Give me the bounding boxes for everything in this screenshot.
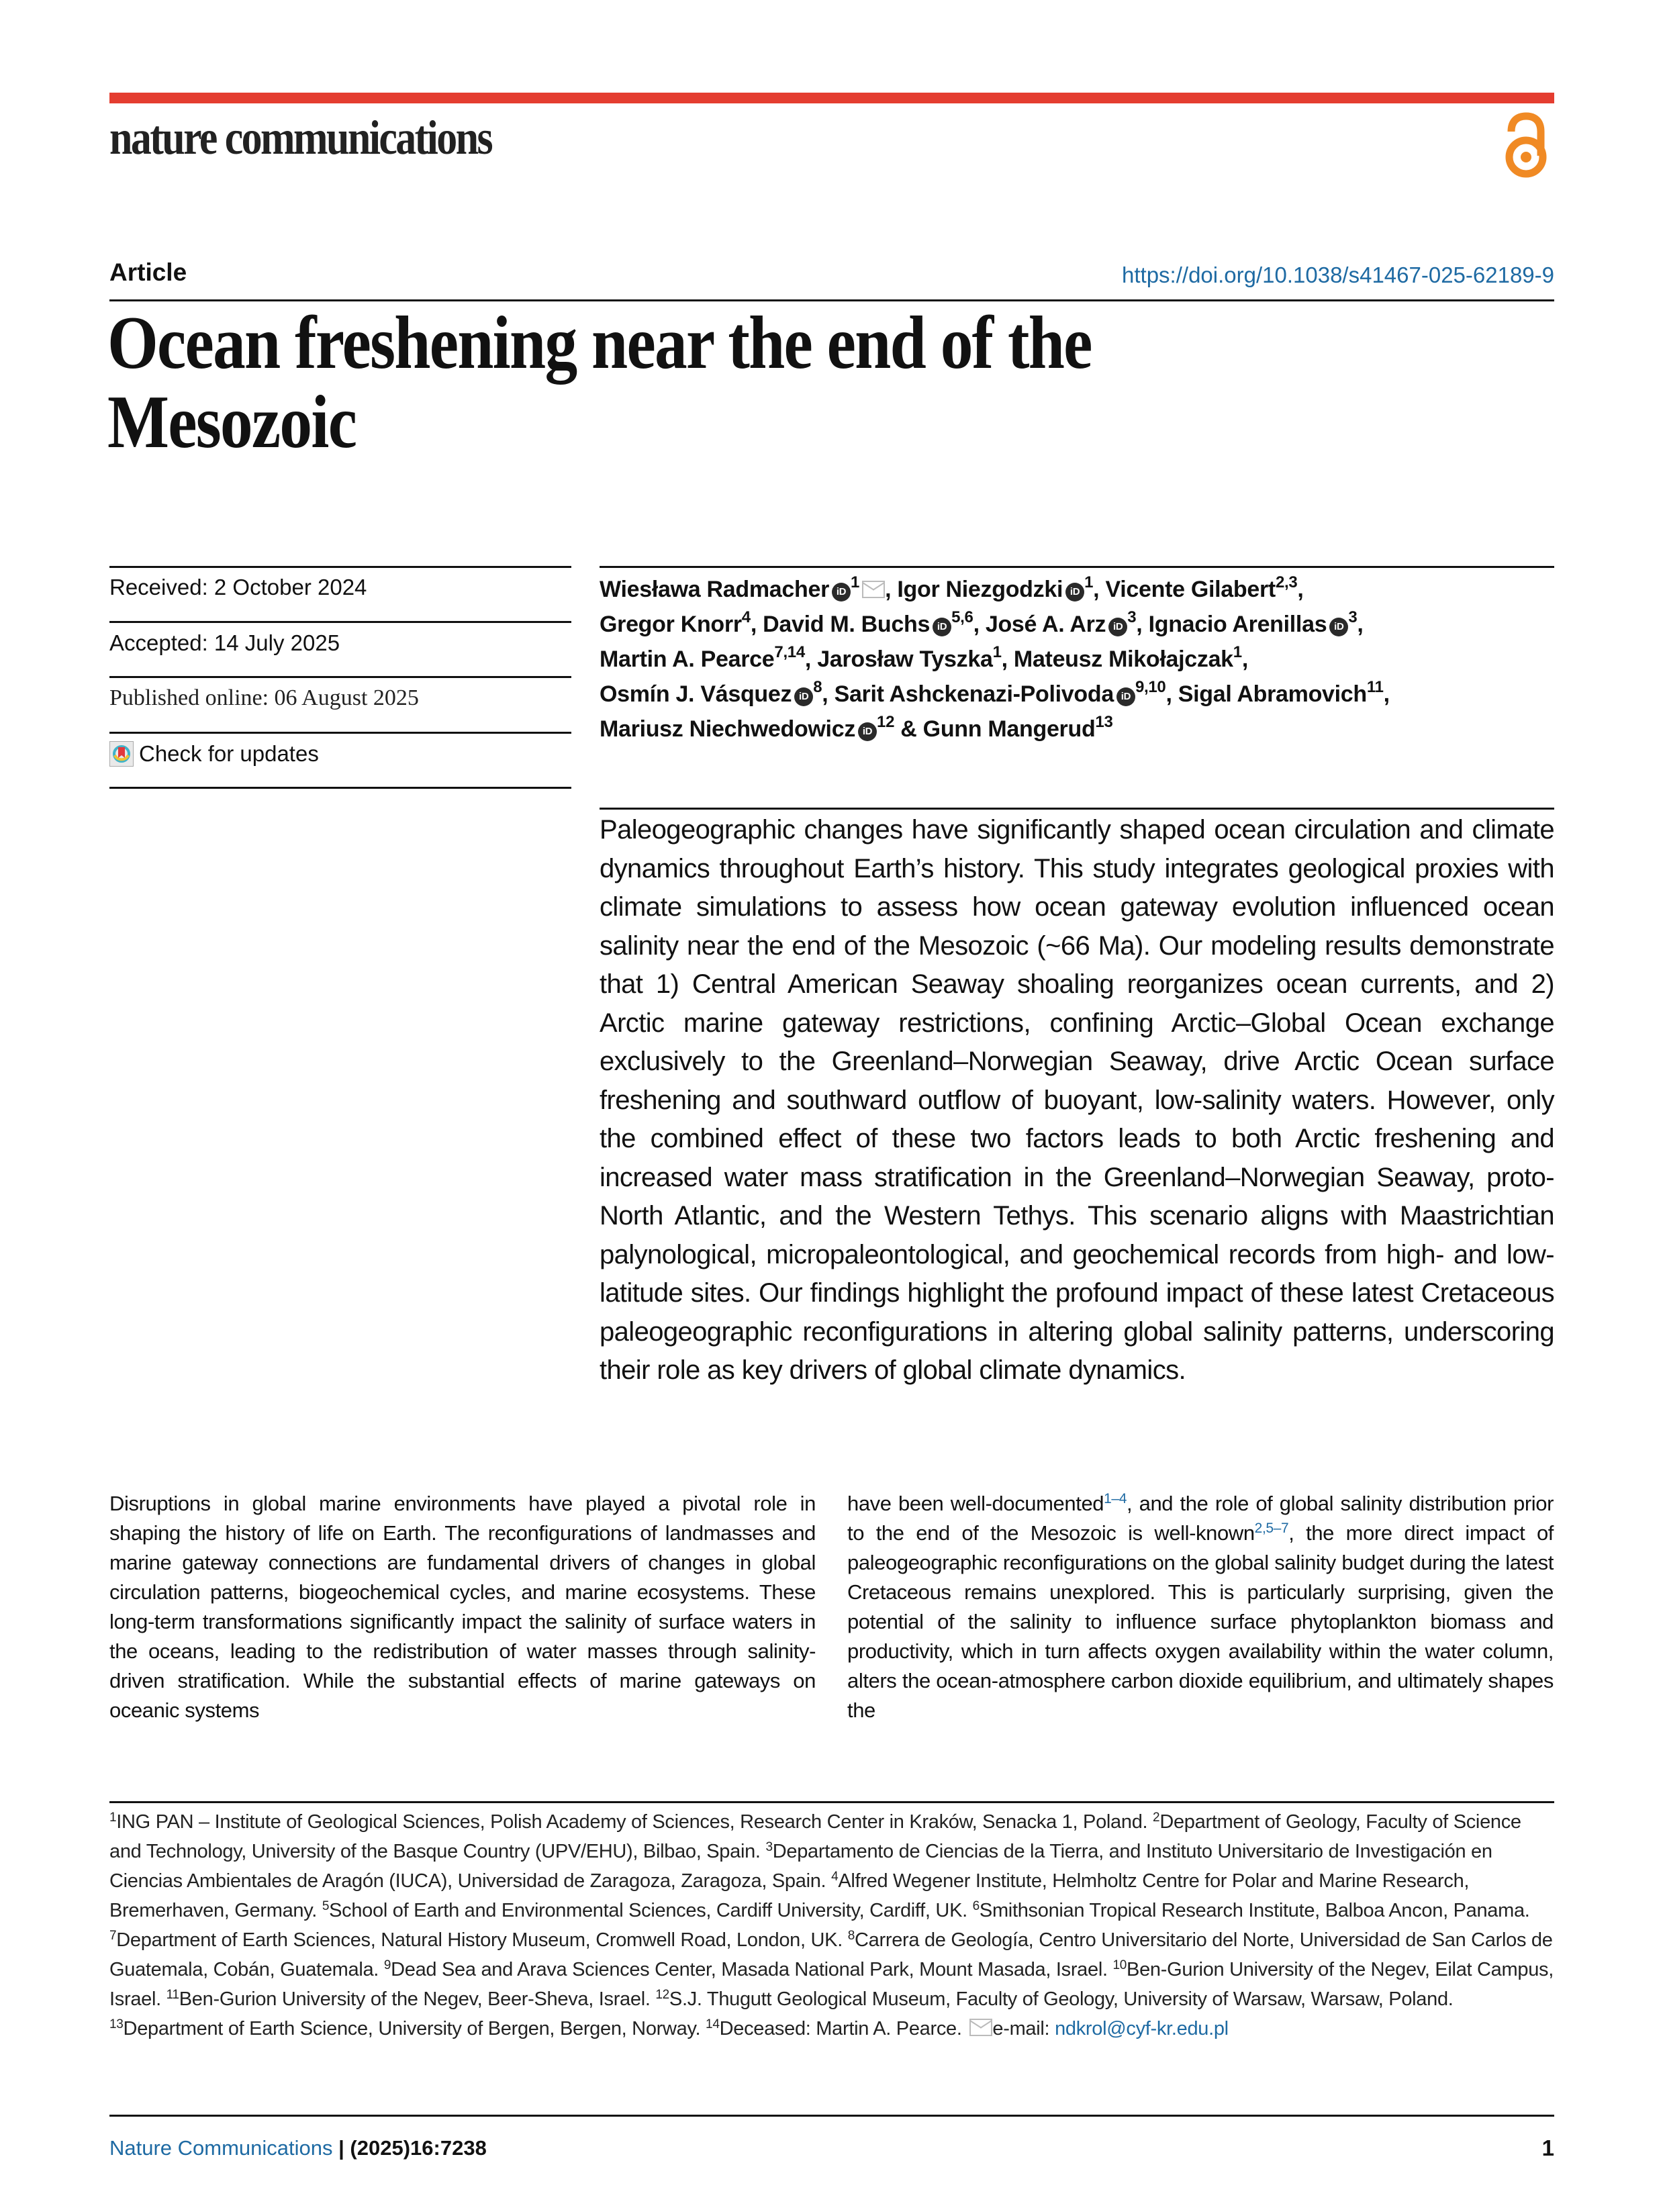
accepted-date: Accepted: 14 July 2025: [109, 630, 340, 655]
affiliation-marker: 8: [813, 678, 822, 696]
affiliation-number: 10: [1112, 1958, 1127, 1972]
orcid-icon[interactable]: iD: [1065, 583, 1084, 602]
article-title: Ocean freshening near the end of the Mesozoic: [107, 301, 1092, 464]
affiliation-text: Carrera de Geología, Centro Universitario del Norte, Universidad de San Carlos de Guatemala, Cobán, Guatemala.: [109, 1929, 1553, 1980]
affiliations: $^1$ING PAN – Institute of Geological Sciences, Polish Academy of Sciences, Research Center in Kraków, Senacka 1, Poland. $^2$Department of Geology, Faculty of Science and Technology, University of the Basque Country (UPV/EHU), Bilbao, Spain. $^3$Departamento de Ciencias de la Tierra, and Instituto Universitario de Investigación en Ciencias Ambientales de Aragón (IUCA), Universidad de Zaragoza, Zaragoza, Spain. $^4$Alfred Wegener Institute, Helmholtz Centre for Polar and Marine Research, Bremerhaven, Germany. $^5$School of Earth and Environmental Sciences, Cardiff University, Cardiff, UK. $^6$Smithsonian Tropical Research Institute, Balboa Ancon, Panama. $^7$Department of Earth Sciences, Natural History Museum, Cromwell Road, London, UK. $^8$Carrera de Geología, Centro Universitario del Norte, Universidad de San Carlos de Guatemala, Cobán, Guatemala. $^9$Dead Sea and Arava Sciences Center, Masada National Park, Mount Masada, Israel. $^{10}$Ben-Gurion University of the Negev, Eilat Campus, Israel. $^{11}$Ben-Gurion University of the Negev, Beer-Sheva, Israel. $^{12}$S.J. Thugutt Geological Museum, Faculty of Geology, University of Warsaw, Warsaw, Poland. $^{13}$Department of Earth Science, University of Bergen, Bergen, Norway. $^{14}$Deceased: Martin A. Pearce. e-mail: ndkrol@cyf-kr.edu.pl: [109, 1811, 1554, 2039]
affiliation-text: Department of Earth Sciences, Natural History Museum, Cromwell Road, London, UK.: [116, 1929, 848, 1951]
affiliation-text: Dead Sea and Arava Sciences Center, Masada National Park, Mount Masada, Israel.: [391, 1959, 1113, 1980]
affiliation-number: 3: [765, 1840, 773, 1854]
page-number: 1: [1541, 2135, 1554, 2160]
author-name[interactable]: Igor Niezgodzki $iD^1$: [897, 573, 1094, 602]
author-name[interactable]: Mariusz Niechwedowicz $iD^{12}$: [600, 713, 895, 742]
author-name[interactable]: Osmín J. Vásquez $iD^8$: [600, 678, 822, 707]
affiliation-text: Department of Geology, Faculty of Science and Technology, University of the Basque Country (UPV/EHU), Bilbao, Spain.: [109, 1811, 1521, 1862]
affiliation-number: 8: [847, 1929, 855, 1943]
orcid-icon[interactable]: iD: [1329, 618, 1348, 636]
email-link[interactable]: ndkrol@cyf-kr.edu.pl: [1055, 2018, 1229, 2039]
orcid-icon[interactable]: iD: [933, 618, 951, 636]
affiliation-number: 4: [831, 1870, 839, 1884]
affiliation-marker: 7,14: [774, 643, 805, 661]
divider: [600, 808, 1554, 810]
affiliation-text: S.J. Thugutt Geological Museum, Faculty of Geology, University of Warsaw, Warsaw, Poland.: [669, 1988, 1454, 2010]
check-for-updates-button[interactable]: [109, 740, 571, 767]
affiliation-number: 6: [972, 1899, 980, 1913]
orcid-icon[interactable]: iD: [858, 722, 877, 741]
author-name[interactable]: Vicente Gilabert$^{2,3}$: [1105, 573, 1298, 602]
affiliation-marker: 1: [992, 643, 1002, 661]
affiliation-number: 1: [109, 1811, 117, 1825]
author-name[interactable]: José A. Arz $iD^3$: [985, 608, 1137, 637]
divider: [109, 676, 571, 678]
received-date: Received: 2 October 2024: [109, 575, 367, 599]
divider: [109, 621, 571, 623]
open-access-lock-icon: [1504, 111, 1548, 179]
footer-journal-link[interactable]: Nature Communications: [109, 2136, 333, 2160]
affiliation-number: 12: [655, 1988, 669, 2002]
affiliation-number: 2: [1153, 1811, 1160, 1825]
affiliation-marker: 11: [1366, 678, 1384, 696]
divider: [109, 732, 571, 734]
published-date: Published online: 06 August 2025: [109, 685, 419, 710]
footer-citation: Nature Communications | (2025)16:7238: [109, 2136, 487, 2160]
author-name[interactable]: Sarit Ashckenazi-Polivoda iD$^{9,10}$: [834, 678, 1166, 707]
affiliation-marker: 5,6: [951, 608, 973, 626]
doi-link[interactable]: https://doi.org/10.1038/s41467-025-62189-9: [1122, 262, 1554, 287]
orcid-icon[interactable]: iD: [794, 687, 813, 706]
envelope-icon[interactable]: [862, 581, 885, 598]
affiliation-text: Departamento de Ciencias de la Tierra, and Instituto Universitario de Investigación en Ciencias Ambientales de Aragón (IUCA), Universidad de Zaragoza, Zaragoza, Spain.: [109, 1841, 1492, 1892]
author-name[interactable]: David M. Buchs iD$^{5,6}$: [763, 608, 973, 637]
divider: [109, 566, 571, 568]
affiliation-marker: 1: [1084, 573, 1094, 591]
divider: [109, 1801, 1554, 1803]
affiliation-marker: 4: [741, 608, 751, 626]
divider: [109, 787, 571, 789]
affiliation-marker: 3: [1127, 608, 1137, 626]
author-name[interactable]: Gunn Mangerud$^{13}$: [922, 713, 1113, 742]
journal-logo[interactable]: nature communications: [109, 111, 492, 164]
orcid-icon[interactable]: iD: [1116, 687, 1135, 706]
divider: [109, 2115, 1554, 2117]
affiliation-marker: 1: [1233, 643, 1242, 661]
divider: [600, 566, 1554, 568]
affiliation-text: Smithsonian Tropical Research Institute, Balboa Ancon, Panama.: [979, 1900, 1530, 1921]
body-text-left-column: Disruptions in global marine environments have played a pivotal role in shaping the history of life on Earth. The reconfigurations of landmasses and marine gateway connections are fundamental drivers of changes in global circulation patterns, biogeochemical cycles, and marine ecosystems. These long-term transformations significantly impact the salinity of surface waters in the oceans, leading to the redistribution of water masses through salinity-driven stratification. While the substantial effects of marine gateways on oceanic systems: [109, 1492, 816, 1722]
affiliation-text: Alfred Wegener Institute, Helmholtz Centre for Polar and Marine Research, Bremerhaven, Germany.: [109, 1870, 1470, 1921]
author-list: Wiesława Radmacher $iD^1$ , Igor Niezgodzki $iD^1$, Vicente Gilabert$^{2,3}$, Gregor Knorr$^4$, David M. Buchs iD$^{5,6}$, José A. Arz $iD^3$, Ignacio Arenillas $iD^3$, Martin A. Pearce$^{7,14}$, Jarosław Tyszka$^1$, Mateusz Mikołajczak$^1$, Osmín J. Vásquez $iD^8$, Sarit Ashckenazi-Polivoda iD$^{9,10}$, Sigal Abramovich$^{11}$, Mariusz Niechwedowicz $iD^{12}$ & Gunn Mangerud$^{13}$: [600, 573, 1396, 742]
affiliation-marker: 13: [1095, 713, 1113, 731]
check-for-updates-label: Check for updates: [139, 741, 319, 766]
author-name[interactable]: Ignacio Arenillas $iD^3$: [1148, 608, 1358, 637]
citation-link[interactable]: 2,5–7: [1254, 1521, 1289, 1536]
author-name[interactable]: Gregor Knorr$^4$: [600, 608, 751, 637]
affiliation-text: Ben-Gurion University of the Negev, Eilat Campus, Israel.: [109, 1959, 1554, 2010]
orcid-icon[interactable]: iD: [832, 583, 851, 602]
author-name[interactable]: Martin A. Pearce$^{7,14}$: [600, 643, 805, 672]
affiliation-marker: 9,10: [1135, 678, 1166, 696]
author-name[interactable]: Mateusz Mikołajczak$^1$: [1013, 643, 1242, 672]
affiliation-text: School of Earth and Environmental Sciences, Cardiff University, Cardiff, UK.: [329, 1900, 973, 1921]
affiliation-number: 7: [109, 1929, 117, 1943]
brand-bar: [109, 93, 1554, 103]
affiliation-marker: 3: [1348, 608, 1358, 626]
citation-link[interactable]: 1–4: [1104, 1491, 1127, 1506]
affiliation-marker: 2,3: [1275, 573, 1298, 591]
author-name[interactable]: Sigal Abramovich$^{11}$: [1178, 678, 1384, 707]
affiliation-text: Ben-Gurion University of the Negev, Beer-Sheva, Israel.: [179, 1988, 656, 2010]
affiliation-number: 9: [383, 1958, 391, 1972]
article-type-label: Article: [109, 258, 187, 286]
crossmark-icon: [109, 741, 134, 767]
affiliation-text: Deceased: Martin A. Pearce.: [719, 2018, 967, 2039]
affiliation-number: 11: [166, 1988, 179, 2002]
affiliation-marker: 1: [851, 573, 860, 591]
affiliation-text: ING PAN – Institute of Geological Sciences, Polish Academy of Sciences, Research Center in Kraków, Senacka 1, Poland.: [116, 1811, 1153, 1833]
affiliation-number: 13: [109, 2017, 124, 2031]
affiliation-number: 5: [322, 1899, 330, 1913]
affiliation-marker: 12: [877, 713, 895, 731]
envelope-icon: [969, 2019, 992, 2036]
body-text-right-column: have been well-documented$^{1-4}$, and the role of global salinity distribution prior to the end of the Mesozoic is well-known$^{2,5-7}$, the more direct impact of paleogeographic reconfigurations on the global salinity budget during the latest Cretaceous remains unexplored. This is particularly surprising, given the potential of the salinity to influence surface phytoplankton biomass and productivity, which in turn affects oxygen availability within the water column, alters the ocean-atmosphere carbon dioxide equilibrium, and ultimately shapes the: [847, 1491, 1554, 1722]
author-name[interactable]: Jarosław Tyszka$^1$: [817, 643, 1002, 672]
orcid-icon[interactable]: iD: [1108, 618, 1127, 636]
affiliation-number: 14: [706, 2017, 720, 2031]
author-name[interactable]: Wiesława Radmacher $iD^1$: [600, 577, 885, 602]
abstract: Paleogeographic changes have significantly shaped ocean circulation and climate dynamics throughout Earth’s history. This study integrates geological proxies with climate simulations to assess how ocean gateway evolution influenced ocean salinity near the end of the Mesozoic (~66 Ma). Our modeling results demonstrate that 1) Central American Seaway shoaling reorganizes ocean currents, and 2) Arctic marine gateway restrictions, confining Arctic–Global Ocean exchange exclusively to the Greenland–Norwegian Seaway, drive Arctic Ocean surface freshening and southward outflow of buoyant, low-salinity waters. However, only the combined effect of these two factors leads to both Arctic freshening and increased water mass stratification in the Greenland–Norwegian Seaway, proto-North Atlantic, and the Western Tethys. This scenario aligns with Maastrichtian palynological, micropaleontological, and geochemical records from high- and low-latitude sites. Our findings highlight the profound impact of these latest Cretaceous paleogeographic reconfigurations in altering global salinity patterns, underscoring their role as key drivers of global climate dynamics.: [600, 815, 1554, 1385]
affiliation-text: Department of Earth Science, University of Bergen, Bergen, Norway.: [123, 2018, 706, 2039]
